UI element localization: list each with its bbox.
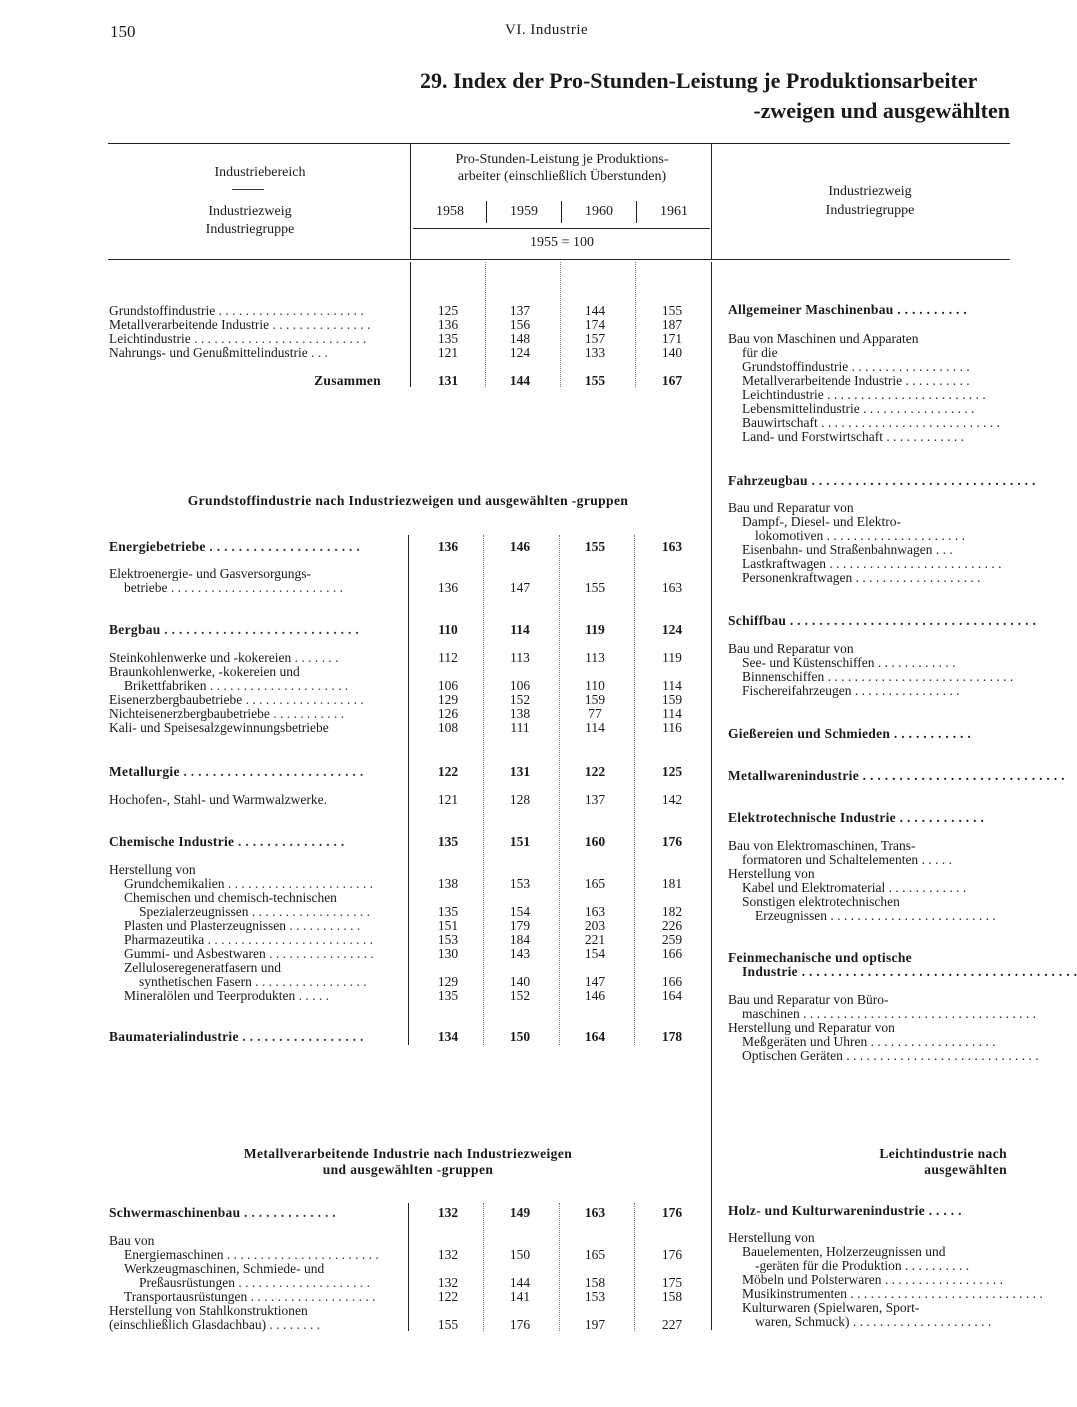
value-1959: 152: [509, 692, 531, 707]
list-item: [0, 992, 1024, 1007]
value-1960: 113: [585, 650, 605, 665]
list-item: [0, 542, 1024, 557]
row-label: Zelluloseregeneratfasern und: [124, 960, 282, 975]
value-1959: 154: [509, 904, 531, 919]
value-1959: 106: [509, 678, 531, 693]
header-right-industriezweig: Industriezweig: [828, 184, 912, 199]
row-label: Herstellung von Stahlkonstruktionen: [109, 1303, 308, 1318]
value-1961: 125: [661, 764, 683, 779]
list-item-branch: [0, 810, 1024, 825]
value-1958: 135: [437, 834, 459, 849]
row-label: Elektrotechnische Industrie . . . . . . . . . . . .: [728, 810, 985, 825]
value-1960: 122: [584, 764, 606, 779]
row-label: Metallverarbeitende Industrie . . . . . . . . . .: [742, 373, 970, 388]
row-label: Leichtindustrie . . . . . . . . . . . . . . . . . . . . . . . . . .: [109, 331, 367, 346]
row-label: Personenkraftwagen . . . . . . . . . . . . . . . . . . .: [742, 570, 981, 585]
value-1958: 136: [437, 580, 459, 595]
list-item: [0, 359, 1024, 374]
value-1959: 124: [509, 345, 531, 360]
list-item: [0, 838, 1024, 853]
header-measure-line-2: arbeiter (einschließlich Überstunden): [457, 169, 667, 184]
value-1960: 165: [584, 876, 606, 891]
header-year-rule: [413, 228, 710, 229]
row-label: Herstellung von: [728, 1230, 815, 1245]
list-item: [0, 500, 1024, 515]
row-label: Fischereifahrzeugen . . . . . . . . . . . . . . . .: [742, 683, 960, 698]
section-heading-metallverarbeitende-industrie: Metallverarbeitende Industrie nach Industriezweigen: [243, 1146, 573, 1161]
value-1960: 153: [584, 1289, 606, 1304]
header-year-1960: 1960: [585, 204, 613, 219]
value-1960: 133: [584, 345, 606, 360]
list-item: [0, 641, 1024, 656]
value-1961: 166: [661, 946, 683, 961]
value-1960: 160: [584, 834, 606, 849]
row-label: Gießereien und Schmieden . . . . . . . . . . .: [728, 726, 972, 741]
header-right-industriegruppe: Industriegruppe: [825, 203, 915, 218]
row-label: für die: [742, 345, 778, 360]
value-1961: 116: [662, 720, 682, 735]
header-industriebereich: Industriebereich: [214, 165, 306, 180]
list-item: [0, 1034, 1024, 1049]
year-divider: [486, 201, 487, 223]
row-label: synthetischen Fasern . . . . . . . . . . . . . . . . .: [139, 974, 367, 989]
row-label: Energiebetriebe . . . . . . . . . . . . . . . . . . . . .: [109, 539, 361, 554]
row-label: Herstellung von: [109, 862, 196, 877]
value-1961: 163: [661, 580, 683, 595]
list-item: [0, 514, 1024, 529]
list-item: [0, 1244, 1024, 1259]
value-1960: 165: [584, 1247, 606, 1262]
value-1961: 114: [662, 706, 682, 721]
row-label: Bau von: [109, 1233, 155, 1248]
value-1961: 114: [662, 678, 682, 693]
row-label: Lebensmittelindustrie . . . . . . . . . . . . . . . . .: [742, 401, 975, 416]
table-row: [0, 317, 1024, 332]
value-1958: 135: [437, 988, 459, 1003]
value-1959: 149: [509, 1205, 531, 1220]
list-item: [0, 683, 1024, 698]
table-row: [0, 706, 1024, 721]
value-1959: 138: [509, 706, 531, 721]
row-label: Bau von Elektromaschinen, Trans-: [728, 838, 916, 853]
row-label: Bauelementen, Holzerzeugnissen und: [742, 1244, 946, 1259]
row-label: Gummi- und Asbestwaren . . . . . . . . . . . . . . . .: [124, 946, 374, 961]
value-1959: 113: [510, 650, 530, 665]
row-label: Metallwarenindustrie . . . . . . . . . . . . . . . . . . . . . . . . . . . .: [728, 768, 1065, 783]
row-label: Bauwirtschaft . . . . . . . . . . . . . . . . . . . . . . . . . . .: [742, 415, 1000, 430]
value-1961: 178: [661, 1029, 683, 1044]
row-label: Dampf-, Diesel- und Elektro-: [742, 514, 901, 529]
list-item: [0, 1314, 1024, 1329]
value-1960: 221: [584, 932, 606, 947]
row-label: lokomotiven . . . . . . . . . . . . . . . . . . . . .: [755, 528, 965, 543]
row-label: Schiffbau . . . . . . . . . . . . . . . . . . . . . . . . . . . . . . . . . .: [728, 613, 1037, 628]
row-label: Kabel und Elektromaterial . . . . . . . . . . . .: [742, 880, 967, 895]
list-item-branch: [0, 726, 1024, 741]
list-item-branch: [0, 473, 1036, 488]
list-item: [0, 345, 1024, 360]
header-industriegruppe: Industriegruppe: [205, 222, 295, 237]
value-1958: 132: [437, 1247, 459, 1262]
list-item: [0, 570, 1024, 585]
row-label: Holz- und Kulturwarenindustrie . . . . .: [728, 1203, 962, 1218]
list-item: [0, 669, 1024, 684]
value-1961: 159: [661, 692, 683, 707]
value-1958: 106: [437, 678, 459, 693]
row-label: Sonstigen elektrotechnischen: [742, 894, 900, 909]
value-1960: 159: [584, 692, 606, 707]
value-1959: 144: [509, 1275, 531, 1290]
value-1961: 182: [661, 904, 683, 919]
row-label: Eisenbahn- und Straßenbahnwagen . . .: [742, 542, 953, 557]
year-divider: [561, 201, 562, 223]
list-item: [0, 1300, 1024, 1315]
row-label: betriebe . . . . . . . . . . . . . . . . . . . . . . . . . .: [124, 580, 343, 595]
value-1959: 128: [509, 792, 531, 807]
value-1960: 155: [584, 373, 606, 388]
value-1958: 132: [437, 1275, 459, 1290]
header-measure-line-1: Pro-Stunden-Leistung je Produktions-: [455, 152, 669, 167]
row-label: Metallverarbeitende Industrie . . . . . . . . . . . . . . .: [109, 317, 371, 332]
table-title-line-1: 29. Index der Pro-Stunden-Leistung je Produktionsarbeiter: [420, 68, 978, 93]
value-1961: 171: [661, 331, 683, 346]
value-1958: 125: [437, 303, 459, 318]
value-1961: 227: [661, 1317, 683, 1332]
row-label: Nahrungs- und Genußmittelindustrie . . .: [109, 345, 328, 360]
value-1958: 135: [437, 904, 459, 919]
value-1959: 148: [509, 331, 531, 346]
value-1961: 140: [661, 345, 683, 360]
value-1958: 132: [437, 1205, 459, 1220]
list-item-branch: [0, 964, 1077, 979]
value-1960: 147: [584, 974, 606, 989]
value-1961: 187: [661, 317, 683, 332]
list-item: [0, 1230, 1024, 1245]
value-1960: 164: [584, 1029, 606, 1044]
value-1959: 144: [509, 373, 531, 388]
value-1958: 129: [437, 974, 459, 989]
value-1961: 124: [661, 622, 683, 637]
row-label: Braunkohlenwerke, -kokereien und: [109, 664, 300, 679]
row-label: Zusammen: [314, 373, 381, 388]
section-heading-leichtindustrie-line-2: ausgewählten: [924, 1162, 1007, 1177]
value-1959: 111: [510, 720, 530, 735]
value-1961: 155: [661, 303, 683, 318]
row-label: Herstellung und Reparatur von: [728, 1020, 895, 1035]
value-1960: 137: [584, 792, 606, 807]
value-1958: 136: [437, 317, 459, 332]
value-1960: 155: [584, 580, 606, 595]
value-1958: 155: [437, 1317, 459, 1332]
value-1960: 77: [588, 706, 602, 721]
value-1960: 197: [584, 1317, 606, 1332]
section-heading-metallverarbeitende-industrie-line-2: und ausgewählten -gruppen: [322, 1162, 494, 1177]
value-1961: 167: [661, 373, 683, 388]
row-label: Baumaterialindustrie . . . . . . . . . . . . . . . . .: [109, 1029, 364, 1044]
value-1958: 131: [437, 373, 459, 388]
row-label: Meßgeräten und Uhren . . . . . . . . . . . . . . . . . . .: [742, 1034, 996, 1049]
list-item: [0, 387, 1024, 402]
value-1961: 175: [661, 1275, 683, 1290]
list-item: [0, 373, 1024, 388]
value-1958: 122: [437, 764, 459, 779]
value-1960: 114: [585, 720, 605, 735]
value-1958: 151: [437, 918, 459, 933]
value-1960: 158: [584, 1275, 606, 1290]
row-label: Kali- und Speisesalzgewinnungsbetriebe: [109, 720, 329, 735]
row-label: Transportausrüstungen . . . . . . . . . . . . . . . . . . .: [124, 1289, 376, 1304]
value-1959: 143: [509, 946, 531, 961]
list-item: [0, 401, 1024, 416]
value-1959: 146: [509, 539, 531, 554]
row-label: Hochofen-, Stahl- und Warmwalzwerke.: [109, 792, 327, 807]
list-item: [0, 415, 1024, 430]
value-1959: 156: [509, 317, 531, 332]
row-label: Bau und Reparatur von: [728, 500, 854, 515]
row-label: Allgemeiner Maschinenbau . . . . . . . . . .: [728, 302, 968, 317]
value-1961: 166: [661, 974, 683, 989]
value-1961: 176: [661, 1247, 683, 1262]
row-label: Bau und Reparatur von: [728, 641, 854, 656]
list-item-branch: [0, 768, 1065, 783]
value-1959: 184: [509, 932, 531, 947]
row-label: maschinen . . . . . . . . . . . . . . . . . . . . . . . . . . . . . . . . . . .: [742, 1006, 1036, 1021]
row-label: Brikettfabriken . . . . . . . . . . . . . . . . . . . . .: [124, 678, 349, 693]
row-label: Chemische Industrie . . . . . . . . . . . . . . .: [109, 834, 345, 849]
row-label: Fahrzeugbau . . . . . . . . . . . . . . . . . . . . . . . . . . . . . . .: [728, 473, 1036, 488]
value-1959: 179: [509, 918, 531, 933]
row-label: See- und Küstenschiffen . . . . . . . . . . . .: [742, 655, 956, 670]
value-1958: 108: [437, 720, 459, 735]
row-label: Land- und Forstwirtschaft . . . . . . . . . . . .: [742, 429, 964, 444]
value-1958: 153: [437, 932, 459, 947]
list-item: [0, 331, 1024, 346]
list-item: [0, 1258, 1024, 1273]
row-label: Leichtindustrie . . . . . . . . . . . . . . . . . . . . . . . .: [742, 387, 986, 402]
list-item: [0, 852, 1024, 867]
value-1958: 136: [437, 539, 459, 554]
value-1960: 203: [584, 918, 606, 933]
list-item: [0, 908, 1024, 923]
row-label: Schwermaschinenbau . . . . . . . . . . . . .: [109, 1205, 336, 1220]
list-item-branch: [0, 1203, 1024, 1218]
row-label: Bau und Reparatur von Büro-: [728, 992, 889, 1007]
row-label: Kulturwaren (Spielwaren, Sport-: [742, 1300, 920, 1315]
row-label: Steinkohlenwerke und -kokereien . . . . . . .: [109, 650, 339, 665]
row-label: Spezialerzeugnissen . . . . . . . . . . . . . . . . . .: [139, 904, 370, 919]
value-1960: 119: [585, 622, 605, 637]
page-number: 150: [110, 22, 136, 41]
value-1960: 163: [584, 904, 606, 919]
row-label: Mineralölen und Teerprodukten . . . . .: [124, 988, 330, 1003]
value-1961: 119: [662, 650, 682, 665]
value-1960: 157: [584, 331, 606, 346]
value-1960: 144: [584, 303, 606, 318]
value-1958: 121: [437, 345, 459, 360]
value-1958: 121: [437, 792, 459, 807]
header-bottom-rule: [108, 259, 1010, 260]
value-1960: 155: [584, 539, 606, 554]
row-label: Lastkraftwagen . . . . . . . . . . . . . . . . . . . . . . . . . .: [742, 556, 1002, 571]
value-1959: 150: [509, 1029, 531, 1044]
row-label: Energiemaschinen . . . . . . . . . . . . . . . . . . . . . . .: [124, 1247, 379, 1262]
row-label: Bau von Maschinen und Apparaten: [728, 331, 919, 346]
row-label: Industrie . . . . . . . . . . . . . . . . . . . . . . . . . . . . . . . . . . . . . .: [742, 964, 1077, 979]
row-label: Grundstoffindustrie . . . . . . . . . . . . . . . . . .: [742, 359, 970, 374]
value-1959: 176: [509, 1317, 531, 1332]
value-1961: 259: [661, 932, 683, 947]
value-1961: 176: [661, 1205, 683, 1220]
list-item-branch: [0, 950, 1024, 965]
value-1958: 130: [437, 946, 459, 961]
value-1960: 146: [584, 988, 606, 1003]
table-title-line-2: -zweigen und ausgewählten: [753, 98, 1010, 123]
value-1959: 151: [509, 834, 531, 849]
list-item-branch: [0, 302, 1024, 317]
header-year-1961: 1961: [660, 204, 688, 219]
row-label: Metallurgie . . . . . . . . . . . . . . . . . . . . . . . . .: [109, 764, 364, 779]
value-1958: 138: [437, 876, 459, 891]
value-1959: 140: [509, 974, 531, 989]
header-industriezweig: Industriezweig: [208, 204, 292, 219]
list-item: [0, 556, 1024, 571]
value-1959: 152: [509, 988, 531, 1003]
value-1959: 131: [509, 764, 531, 779]
row-label: Binnenschiffen . . . . . . . . . . . . . . . . . . . . . . . . . . . .: [742, 669, 1014, 684]
list-item: [0, 1020, 1024, 1035]
list-item: [0, 1286, 1043, 1301]
row-label: Möbeln und Polsterwaren . . . . . . . . . . . . . . . . . .: [742, 1272, 1003, 1287]
header-divider-left: [410, 143, 411, 259]
value-1958: 122: [437, 1289, 459, 1304]
value-1959: 153: [509, 876, 531, 891]
list-item: [0, 429, 1024, 444]
row-label: Werkzeugmaschinen, Schmiede- und: [124, 1261, 325, 1276]
header-base-year: 1955 = 100: [530, 235, 594, 250]
value-1961: 181: [661, 876, 683, 891]
row-label: (einschließlich Glasdachbau) . . . . . . . .: [109, 1317, 321, 1332]
row-label: Bergbau . . . . . . . . . . . . . . . . . . . . . . . . . . .: [109, 622, 360, 637]
value-1958: 134: [437, 1029, 459, 1044]
value-1961: 226: [661, 918, 683, 933]
list-item: [0, 1048, 1039, 1063]
value-1959: 147: [509, 580, 531, 595]
row-label: Preßausrüstungen . . . . . . . . . . . . . . . . . . . .: [139, 1275, 370, 1290]
value-1959: 141: [509, 1289, 531, 1304]
running-head: VI. Industrie: [505, 22, 589, 38]
value-1958: 129: [437, 692, 459, 707]
row-label: Nichteisenerzbergbaubetriebe . . . . . . . . . . .: [109, 706, 345, 721]
value-1958: 126: [437, 706, 459, 721]
list-item: [0, 880, 1024, 895]
header-top-rule: [108, 143, 1010, 144]
list-item: [0, 894, 1024, 909]
value-1958: 110: [438, 622, 458, 637]
row-label: formatoren und Schaltelementen . . . . .: [742, 852, 952, 867]
table-row: [0, 932, 1024, 947]
value-1959: 114: [510, 622, 530, 637]
row-label: Musikinstrumenten . . . . . . . . . . . . . . . . . . . . . . . . . . . . .: [742, 1286, 1043, 1301]
value-1960: 154: [584, 946, 606, 961]
row-label: Herstellung von: [728, 866, 815, 881]
list-item-branch: [0, 613, 1037, 628]
row-label: Plasten und Plasterzeugnissen . . . . . . . . . . .: [124, 918, 361, 933]
row-label: Erzeugnissen . . . . . . . . . . . . . . . . . . . . . . . . .: [755, 908, 996, 923]
value-1961: 163: [661, 539, 683, 554]
value-1961: 158: [661, 1289, 683, 1304]
header-divider-right: [711, 143, 712, 259]
row-label: waren, Schmuck) . . . . . . . . . . . . . . . . . . . . .: [755, 1314, 992, 1329]
year-divider: [636, 201, 637, 223]
value-1960: 174: [584, 317, 606, 332]
value-1960: 110: [585, 678, 605, 693]
row-label: Feinmechanische und optische: [728, 950, 912, 965]
list-item: [0, 528, 1024, 543]
row-label: Grundstoffindustrie . . . . . . . . . . . . . . . . . . . . . .: [109, 303, 364, 318]
value-1961: 142: [661, 792, 683, 807]
value-1961: 164: [661, 988, 683, 1003]
header-year-1959: 1959: [510, 204, 538, 219]
list-item: [0, 1272, 1024, 1287]
row-label: Elektroenergie- und Gasversorgungs-: [109, 566, 311, 581]
header-separator: [232, 189, 264, 190]
row-label: -geräten für die Produktion . . . . . . . . . .: [755, 1258, 970, 1273]
header-year-1958: 1958: [436, 204, 464, 219]
row-label: Grundchemikalien . . . . . . . . . . . . . . . . . . . . . .: [124, 876, 373, 891]
row-label: Pharmazeutika . . . . . . . . . . . . . . . . . . . . . . . . .: [124, 932, 373, 947]
list-item: [0, 655, 1024, 670]
list-item: [0, 1006, 1036, 1021]
section-heading-leichtindustrie: Leichtindustrie nach: [879, 1146, 1007, 1161]
value-1960: 163: [584, 1205, 606, 1220]
table-row: [0, 792, 1024, 807]
section-heading-grundstoffindustrie: Grundstoffindustrie nach Industriezweigen und ausgewählten -gruppen: [187, 493, 629, 508]
list-item: [0, 866, 1024, 881]
value-1958: 135: [437, 331, 459, 346]
value-1958: 112: [438, 650, 458, 665]
row-label: Chemischen und chemisch-technischen: [124, 890, 337, 905]
row-label: Optischen Geräten . . . . . . . . . . . . . . . . . . . . . . . . . . . . .: [742, 1048, 1039, 1063]
value-1959: 137: [509, 303, 531, 318]
value-1961: 176: [661, 834, 683, 849]
row-label: Eisenerzbergbaubetriebe . . . . . . . . . . . . . . . . . .: [109, 692, 364, 707]
value-1959: 150: [509, 1247, 531, 1262]
